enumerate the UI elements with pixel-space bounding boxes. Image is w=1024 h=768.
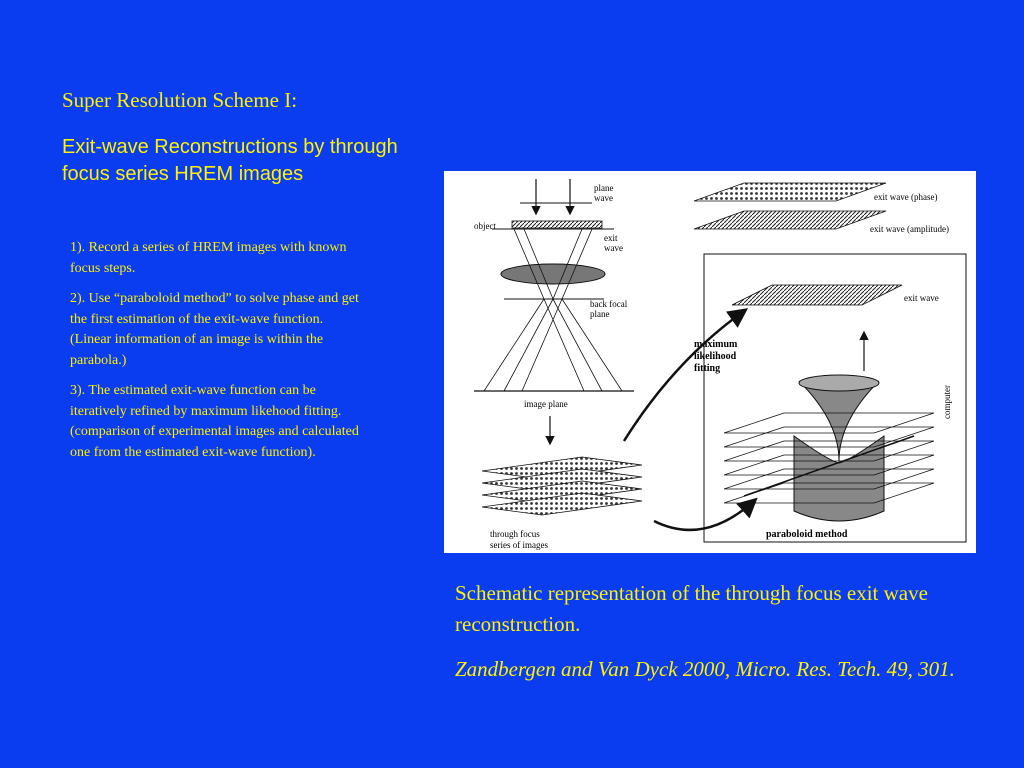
- label-max-likelihood-3: fitting: [694, 363, 721, 374]
- label-object: object: [474, 221, 496, 231]
- label-exit-wave-inner: exit wave: [904, 293, 939, 303]
- exit-wave-planes: [694, 183, 886, 229]
- paraboloid-stack: [724, 375, 934, 521]
- schematic-figure: [444, 171, 976, 553]
- label-exit-wave-phase: exit wave (phase): [874, 192, 938, 202]
- label-exit-wave-2: wave: [604, 243, 623, 253]
- label-max-likelihood-2: likelihood: [694, 351, 737, 362]
- label-exit-wave: exit: [604, 233, 618, 243]
- label-computer: computer: [942, 385, 952, 419]
- figure-citation: Zandbergen and Van Dyck 2000, Micro. Res. Tech. 49, 301.: [455, 657, 955, 681]
- through-focus-stack: [482, 457, 642, 515]
- label-back-focal-plane: back focal: [590, 299, 628, 309]
- label-plane-wave-2: wave: [594, 193, 613, 203]
- slide-subtitle: Exit-wave Reconstructions by through focus series HREM images: [62, 136, 398, 185]
- inner-exit-wave: [732, 285, 902, 305]
- label-through-focus-2: series of images: [490, 540, 548, 550]
- label-plane-wave: plane: [594, 183, 614, 193]
- step-2: 2). Use “paraboloid method” to solve phase and get the first estimation of the exit-wave function. (Linear information of an image is within the parabola.): [70, 291, 359, 368]
- label-image-plane: image plane: [524, 399, 568, 409]
- step-1: 1). Record a series of HREM images with known focus steps.: [70, 240, 347, 276]
- slide-title: Super Resolution Scheme I:: [62, 88, 298, 112]
- label-exit-wave-amplitude: exit wave (amplitude): [870, 224, 949, 234]
- label-through-focus: through focus: [490, 529, 540, 539]
- step-3: 3). The estimated exit-wave function can be iteratively refined by maximum likehood fitting. (comparison of experimental images and calculated one from the estimated exit-wave function).: [70, 383, 359, 460]
- label-back-focal-plane-2: plane: [590, 309, 610, 319]
- label-paraboloid-method: paraboloid method: [766, 529, 848, 540]
- label-max-likelihood: maximum: [694, 339, 738, 350]
- figure-caption: Schematic representation of the through focus exit wave reconstruction.: [455, 581, 928, 636]
